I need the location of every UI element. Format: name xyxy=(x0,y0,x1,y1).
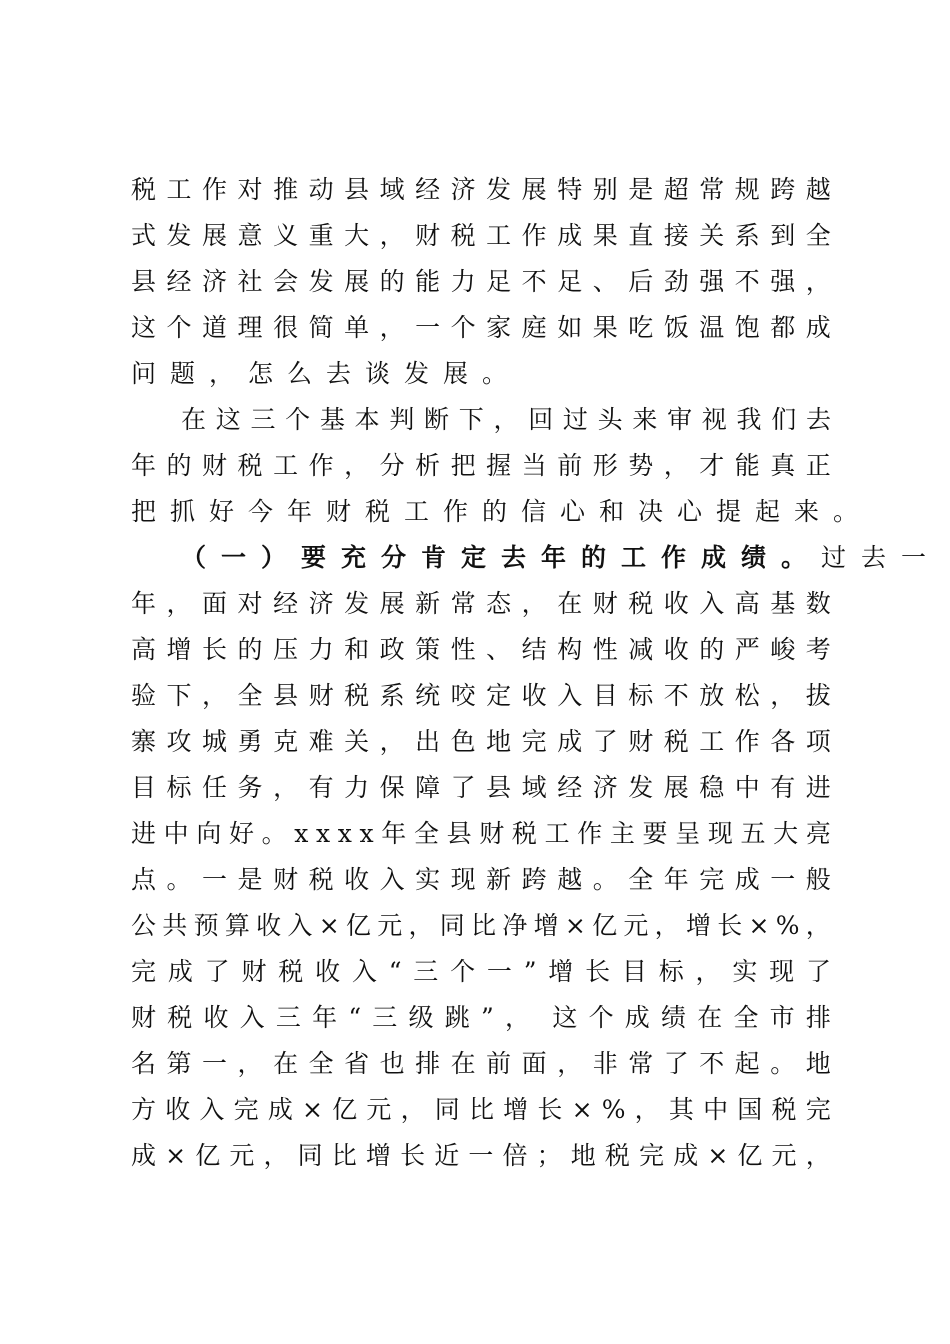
text-line: 成 × 亿 元 ， 同 比 增 长 近 一 倍 ； 地 税 完 成 × 亿 元 ， xyxy=(131,1141,831,1170)
section-heading: （一）要充分肯定去年的工作成绩。 xyxy=(181,543,822,572)
text-line: 名 第 一 ， 在 全 省 也 排 在 前 面 ， 非 常 了 不 起 。 地 xyxy=(131,1049,831,1078)
paragraph-first-line: 在 这 三 个 基 本 判 断 下 ， 回 过 头 来 审 视 我 们 去 xyxy=(181,405,831,434)
text-line: 高 增 长 的 压 力 和 政 策 性 、 结 构 性 减 收 的 严 峻 考 xyxy=(131,635,831,664)
paragraph-end-text: 把抓好今年财税工作的信心和决心提起来。 xyxy=(131,497,873,526)
text-line: 式 发 展 意 义 重 大 ， 财 税 工 作 成 果 直 接 关 系 到 全 xyxy=(131,221,831,250)
text-line: 进 中 向 好 。 x x x x 年 全 县 财 税 工 作 主 要 呈 现 五 大 亮 xyxy=(131,819,831,848)
text-line: 税 工 作 对 推 动 县 域 经 济 发 展 特 别 是 超 常 规 跨 越 xyxy=(131,175,831,204)
text-line: 目 标 任 务 ， 有 力 保 障 了 县 域 经 济 发 展 稳 中 有 进 xyxy=(131,773,831,802)
text-line: 年 ， 面 对 经 济 发 展 新 常 态 ， 在 财 税 收 入 高 基 数 xyxy=(131,589,831,618)
text-line xyxy=(131,351,831,397)
text-line: 县 经 济 社 会 发 展 的 能 力 足 不 足 、 后 劲 强 不 强 ， xyxy=(131,267,831,296)
text-line: 完 成 了 财 税 收 入 “ 三 个 一 ” 增 长 目 标 ， 实 现 了 xyxy=(131,957,831,986)
text-line: 公 共 预 算 收 入 × 亿 元 ， 同 比 净 增 × 亿 元 ， 增 长 × % ， xyxy=(131,911,831,940)
heading-trailing-text: 过去一 xyxy=(821,543,942,572)
text-line: 财 税 收 入 三 年 “ 三 级 跳 ” ， 这 个 成 绩 在 全 市 排 xyxy=(131,1003,831,1032)
text-line: 年 的 财 税 工 作 ， 分 析 把 握 当 前 形 势 ， 才 能 真 正 xyxy=(131,451,831,480)
paragraph-end-text: 问题，怎么去谈发展。 xyxy=(131,359,522,388)
text-line: 验 下 ， 全 县 财 税 系 统 咬 定 收 入 目 标 不 放 松 ， 拔 xyxy=(131,681,831,710)
text-line xyxy=(131,489,873,535)
section-heading-line xyxy=(131,535,942,581)
text-line: 方 收 入 完 成 × 亿 元 ， 同 比 增 长 × % ， 其 中 国 税 完 xyxy=(131,1095,831,1124)
text-line: 这 个 道 理 很 简 单 ， 一 个 家 庭 如 果 吃 饭 温 饱 都 成 xyxy=(131,313,831,342)
text-line: 寨 攻 城 勇 克 难 关 ， 出 色 地 完 成 了 财 税 工 作 各 项 xyxy=(131,727,831,756)
body-text xyxy=(131,167,942,1179)
text-line: 点 。 一 是 财 税 收 入 实 现 新 跨 越 。 全 年 完 成 一 般 xyxy=(131,865,831,894)
